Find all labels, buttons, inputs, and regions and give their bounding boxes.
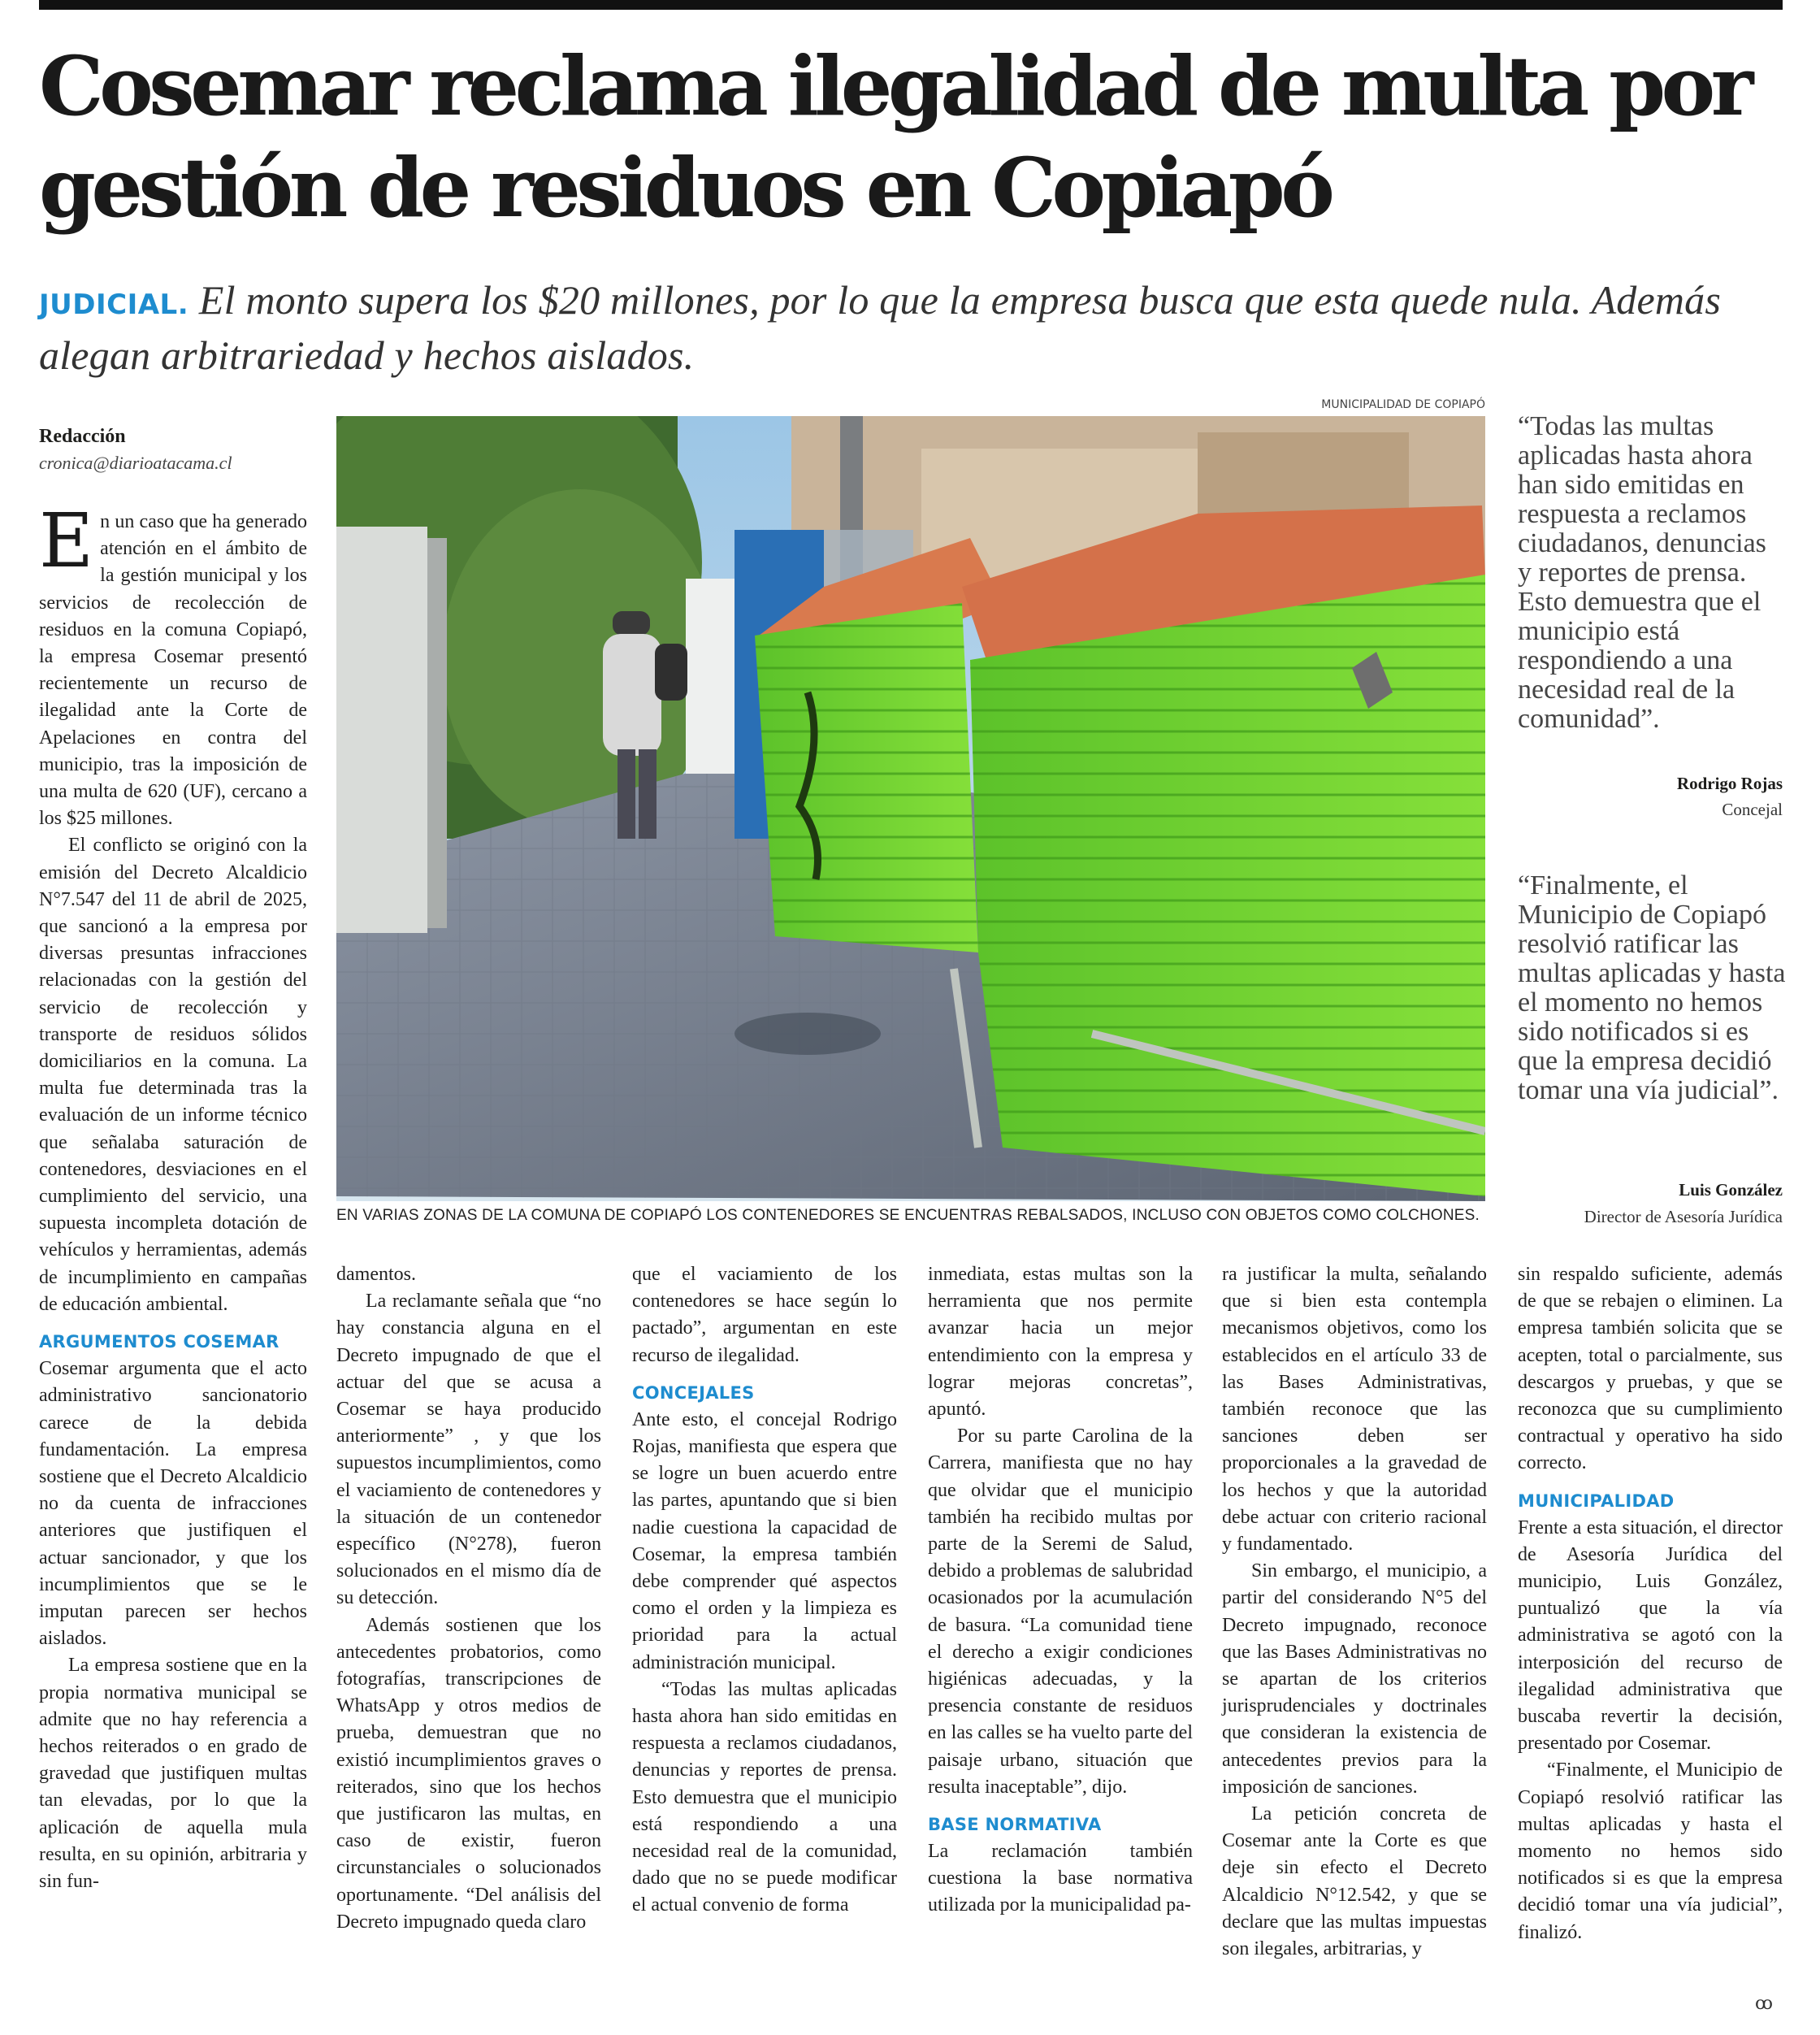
body-paragraph: Sin embargo, el municipio, a partir del considerando N°5 del Decreto impugnado, reconoce que las Bases Administrativas no se apartan de los criterios jurisprudenciales y doctrinales que consideran la existencia de antecedentes previos para la imposición de sanciones.: [1222, 1560, 1487, 1798]
photo-caption: EN VARIAS ZONAS DE LA COMUNA DE COPIAPÓ LOS CONTENEDORES SE ENCUENTRAS REBALSADOS, INCLUSO CON OBJETOS COMO COLCHONES.: [336, 1207, 1480, 1224]
body-paragraph: sin respaldo suficiente, además de que se rebajen o eliminen. La empresa también solicita que se acepten, total o parcialmente, sus descargos y pruebas, y que se reconozca que su cumplimiento contractual y operativo ha sido correcto.: [1518, 1264, 1783, 1474]
body-paragraph: La empresa sostiene que en la propia normativa municipal se admite que no hay referencia a hechos reiterados o en grado de gravedad que justifiquen multas tan elevadas, por lo que la aplicación de aquella mula resulta, en su opinión, arbitraria y sin fun-: [39, 1655, 307, 1892]
subhead-concejales: CONCEJALES: [632, 1382, 755, 1403]
body-paragraph: La reclamante señala que “no hay constancia alguna en el Decreto impugnado de que el actuar del que se acusa a Cosemar se haya producido anteriormente” , y que los supuestos incumplimientos, como el vaciamiento de contenedores y la situación de un contenedor específico (N°278), fueron solucionados en el mismo día de su detección.: [336, 1291, 601, 1609]
pull-quote-1: “Todas las multas aplicadas hasta ahora han sido emitidas en respuesta a reclamos ciudadanos, denuncias y reportes de prensa. Esto demuestra que el municipio está respondiendo a una necesidad real de la comunidad”.: [1518, 411, 1766, 734]
pull-quote-2: “Finalmente, el Municipio de Copiapó resolvió ratificar las multas aplicadas y hasta el momento no hemos sido notificados si es que la empresa decidió tomar una vía judicial”.: [1518, 870, 1786, 1105]
article-deck: [39, 275, 1794, 380]
body-paragraph: El conflicto se originó con la emisión del Decreto Alcaldicio N°7.547 del 11 de abril de 2025, que sancionó a la empresa por diversas presuntas infracciones relacionadas con la gestión del servicio de recolección y transporte de residuos sólidos domiciliarios en la comuna. La multa fue determinada tras la evaluación de un informe técnico que señalaba saturación de contenedores, desviaciones en el cumplimiento del servicio, una supuesta incompleta dotación de vehículos y herramientas, además de incumplimiento en campañas de educación ambiental.: [39, 835, 307, 1315]
subhead-base-normativa: BASE NORMATIVA: [928, 1815, 1102, 1835]
body-paragraph: Frente a esta situación, el director de Asesoría Jurídica del municipio, Luis González, puntualizó que la vía administrativa se agotó con la interposición del recurso de ilegalidad administrativa que buscaba revertir la decisión, presentado por Cosemar.: [1518, 1516, 1783, 1755]
subhead-municipalidad: MUNICIPALIDAD: [1518, 1490, 1675, 1511]
photo-credit: MUNICIPALIDAD DE COPIAPÓ: [1321, 398, 1485, 411]
deck-text: El monto supera los $20 millones, por lo que la empresa busca que esta quede nula. Además alegan arbitrariedad y hechos aislados.: [39, 277, 1722, 378]
body-paragraph: Además sostienen que los antecedentes probatorios, como fotografías, transcripciones de WhatsApp y otros medios de prueba, demuestran que no existió incumplimientos graves o reiterados, sino que los hechos que justificaron las multas, en caso de existir, fueron circunstanciales o solucionados oportunamente. “Del análisis del Decreto impugnado queda claro: [336, 1614, 601, 1933]
article-column-6: [1518, 1261, 1783, 1946]
body-paragraph: Cosemar argumenta que el acto administrativo sancionatorio carece de la debida fundamentación. La empresa sostiene que el Decreto Alcaldicio no da cuenta de infracciones anteriores que justifiquen el actuar sancionador, y que los incumplimientos que se le imputan parecen ser hechos aislados.: [39, 1358, 307, 1650]
byline: [39, 423, 232, 476]
body-paragraph: damentos.: [336, 1264, 416, 1285]
subhead-argumentos: ARGUMENTOS COSEMAR: [39, 1332, 280, 1352]
body-paragraph: En un caso que ha generado atención en el ámbito de la gestión municipal y los servicios de recolección de residuos en la comuna Copiapó, la empresa Cosemar presentó recientemente un recurso de ilegalidad ante la Corte de Apelaciones en contra del municipio, tras la imposición de una multa de 620 (UF), cercano a los $25 millones.: [39, 497, 307, 830]
pull-quote-1-role: Concejal: [1722, 800, 1783, 819]
body-paragraph: “Todas las multas aplicadas hasta ahora han sido emitidas en respuesta a reclamos ciudadanos, denuncias y reportes de prensa. Esto demuestra que el municipio está respondiendo a una necesidad real de la comunidad, dado que no se puede modificar el actual convenio de forma: [632, 1678, 897, 1916]
body-paragraph: La reclamación también cuestiona la base normativa utilizada por la municipalidad pa-: [928, 1841, 1193, 1916]
article-column-5: [1222, 1261, 1487, 1963]
pull-quote-2-name: Luis González: [1679, 1180, 1783, 1200]
article-column-3: [632, 1261, 897, 1920]
body-paragraph: que el vaciamiento de los contenedores se hace según lo pactado”, argumentan en este recurso de ilegalidad.: [632, 1264, 897, 1366]
body-paragraph: inmediata, estas multas son la herramienta que nos permite avanzar hacia un mejor entendimiento con la empresa y lograr mejoras concretas”, apuntó.: [928, 1264, 1193, 1421]
end-mark-icon: ꝏ: [1755, 1993, 1773, 2013]
article-column-1: [39, 497, 307, 1895]
body-paragraph: La petición concreta de Cosemar ante la Corte es que deje sin efecto el Decreto Alcaldicio N°12.542, y que se declare que las multas impuestas son ilegales, arbitrarias, y: [1222, 1803, 1487, 1960]
pull-quote-2-role: Director de Asesoría Jurídica: [1584, 1207, 1783, 1226]
article-column-4: [928, 1261, 1193, 1920]
byline-email: cronica@diarioatacama.cl: [39, 453, 232, 473]
body-paragraph: ra justificar la multa, señalando que si bien esta contempla mecanismos objetivos, como los establecidos en el artículo 33 de las Bases Administrativas, también reconoce que las sanciones deben ser proporcionales a la gravedad de los hechos y que la autoridad debe actuar con criterio racional y fundamentado.: [1222, 1264, 1487, 1556]
article-headline: Cosemar reclama ilegalidad de multa por gestión de residuos en Copiapó: [39, 38, 1749, 236]
section-tag: JUDICIAL.: [39, 289, 189, 321]
top-rule: [39, 0, 1783, 10]
pull-quote-1-name: Rodrigo Rojas: [1676, 774, 1783, 793]
body-paragraph: “Finalmente, el Municipio de Copiapó resolvió ratificar las multas aplicadas y hasta el momento no hemos sido notificados si es que la empresa decidió tomar una vía judicial”, finalizó.: [1518, 1759, 1783, 1943]
body-paragraph: Ante esto, el concejal Rodrigo Rojas, manifiesta que espera que se logre un buen acuerdo entre las partes, apuntando que si bien nadie cuestiona la capacidad de Cosemar, la empresa también debe comprender qué aspectos como el orden y la limpieza es prioridad para la actual administración municipal.: [632, 1408, 897, 1673]
body-paragraph: Por su parte Carolina de la Carrera, manifiesta que no hay que olvidar que el municipio también ha recibido multas por parte de la Seremi de Salud, debido a problemas de salubridad ocasionados por la acumulación de basura. “La comunidad tiene el derecho a exigir condiciones higiénicas adecuadas, y la presencia constante de residuos en las calles se ha vuelto parte del paisaje urbano, situación que resulta inaceptable”, dijo.: [928, 1425, 1193, 1798]
photo-illustration: [336, 416, 1485, 1201]
drop-cap: E: [39, 497, 94, 584]
byline-name: Redacción: [39, 426, 126, 447]
article-column-2: [336, 1261, 601, 1936]
article-photo: [336, 416, 1485, 1201]
